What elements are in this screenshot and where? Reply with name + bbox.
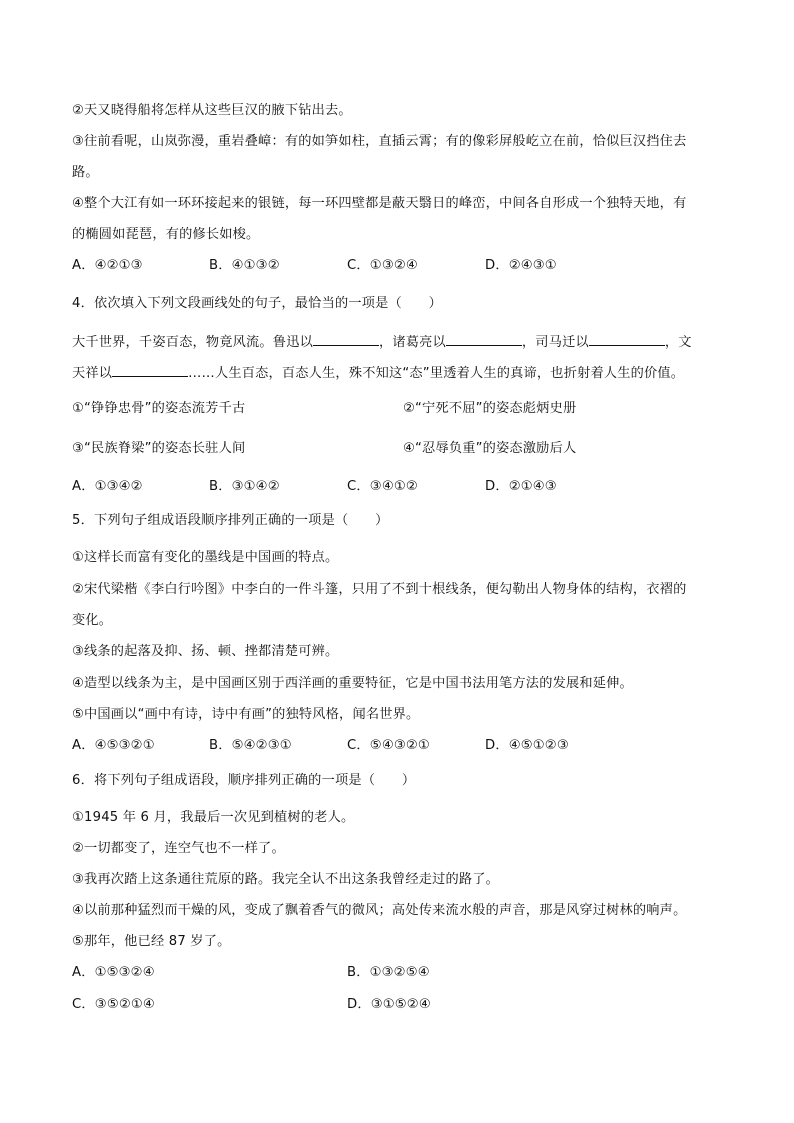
q3-sentence-4-line1: ④整个大江有如一环环接起来的银链，每一环四壁都是蔽天翳日的峰峦，中间各自形成一个独特天地，有	[72, 196, 687, 211]
q6-option-d[interactable]: D．③①⑤②④	[347, 997, 431, 1012]
q3-option-d[interactable]: D．②④③①	[485, 258, 557, 273]
q3-option-b[interactable]: B．④①③②	[209, 258, 280, 273]
q4-blank-3	[589, 332, 665, 346]
q5-option-b[interactable]: B．⑤④②③①	[209, 738, 292, 753]
q4-stem: 4．依次填入下列文段画线处的句子，最恰当的一项是（ ）	[72, 296, 443, 311]
q4-blank-2	[446, 332, 522, 346]
q4-item-2: ②“宁死不屈”的姿态彪炳史册	[403, 401, 577, 416]
q5-sentence-4: ④造型以线条为主，是中国画区别于西洋画的重要特征，它是中国书法用笔方法的发展和延伸。	[72, 676, 633, 691]
q3-option-c[interactable]: C．①③②④	[347, 258, 418, 273]
q6-sentence-4: ④以前那种猛烈而干燥的风，变成了飘着香气的微风；高处传来流水般的声音，那是风穿过树林的响声。	[72, 903, 687, 918]
q5-sentence-2-line2: 变化。	[72, 613, 113, 628]
q4-option-b[interactable]: B．③①④②	[209, 479, 280, 494]
q6-sentence-5: ⑤那年，他已经 87 岁了。	[72, 934, 231, 949]
q4-item-3: ③“民族脊梁”的姿态长驻人间	[72, 441, 246, 456]
q5-sentence-5: ⑤中国画以“画中有诗，诗中有画”的独特风格，闻名世界。	[72, 707, 420, 722]
q3-sentence-3-line2: 路。	[72, 165, 99, 180]
q3-sentence-4-line2: 的椭圆如琵琶，有的修长如梭。	[72, 227, 260, 242]
q6-option-c[interactable]: C．③⑤②①④	[72, 997, 155, 1012]
q4-passage-part3: ，司马迁以	[521, 335, 589, 350]
q4-passage-part1: 大千世界，千姿百态，物竟风流。鲁迅以	[72, 335, 313, 350]
q4-passage-line2	[72, 363, 684, 383]
q6-sentence-3: ③我再次踏上这条通往荒原的路。我完全认不出这条我曾经走过的路了。	[72, 872, 500, 887]
q3-sentence-3-line1: ③往前看呢，山岚弥漫，重岩叠嶂：有的如笋如柱，直插云霄；有的像彩屏般屹立在前，恰似巨汉挡住去	[72, 134, 687, 149]
q6-option-a[interactable]: A．①⑤③②④	[72, 965, 155, 980]
q6-option-b[interactable]: B．①③②⑤④	[347, 965, 430, 980]
q4-passage-part4: ，文	[664, 335, 692, 350]
q5-sentence-1: ①这样长而富有变化的墨线是中国画的特点。	[72, 550, 339, 565]
q5-sentence-2-line1: ②宋代梁楷《李白行吟图》中李白的一件斗篷，只用了不到十根线条，便勾勒出人物身体的结构，衣褶的	[72, 582, 687, 597]
q3-sentence-2: ②天又晓得船将怎样从这些巨汉的腋下钻出去。	[72, 103, 352, 118]
q4-item-1: ①“铮铮忠骨”的姿态流芳千古	[72, 401, 246, 416]
q5-option-c[interactable]: C．⑤④③②①	[347, 738, 430, 753]
q4-item-4: ④“忍辱负重”的姿态激励后人	[403, 441, 577, 456]
q3-option-a[interactable]: A．④②①③	[72, 258, 143, 273]
q4-passage-part5: 天祥以	[72, 366, 113, 381]
q4-passage-line1	[72, 332, 692, 352]
q4-passage-part6: ……人生百态，百态人生，殊不知这“态”里透着人生的真谛，也折射着人生的价值。	[188, 366, 685, 381]
q5-stem: 5．下列句子组成语段顺序排列正确的一项是（ ）	[72, 513, 389, 528]
q5-sentence-3: ③线条的起落及抑、扬、顿、挫都清楚可辨。	[72, 644, 339, 659]
q4-option-d[interactable]: D．②①④③	[485, 479, 557, 494]
q4-option-c[interactable]: C．③④①②	[347, 479, 418, 494]
q4-blank-4	[112, 363, 188, 377]
q5-option-d[interactable]: D．④⑤①②③	[485, 738, 569, 753]
q4-blank-1	[313, 332, 379, 346]
q4-option-a[interactable]: A．①③④②	[72, 479, 143, 494]
q4-passage-part2: ，诸葛亮以	[378, 335, 446, 350]
q6-sentence-1: ①1945 年 6 月，我最后一次见到植树的老人。	[72, 810, 355, 825]
q5-option-a[interactable]: A．④⑤③②①	[72, 738, 155, 753]
q6-sentence-2: ②一切都变了，连空气也不一样了。	[72, 841, 285, 856]
q6-stem: 6．将下列句子组成语段，顺序排列正确的一项是（ ）	[72, 773, 416, 788]
